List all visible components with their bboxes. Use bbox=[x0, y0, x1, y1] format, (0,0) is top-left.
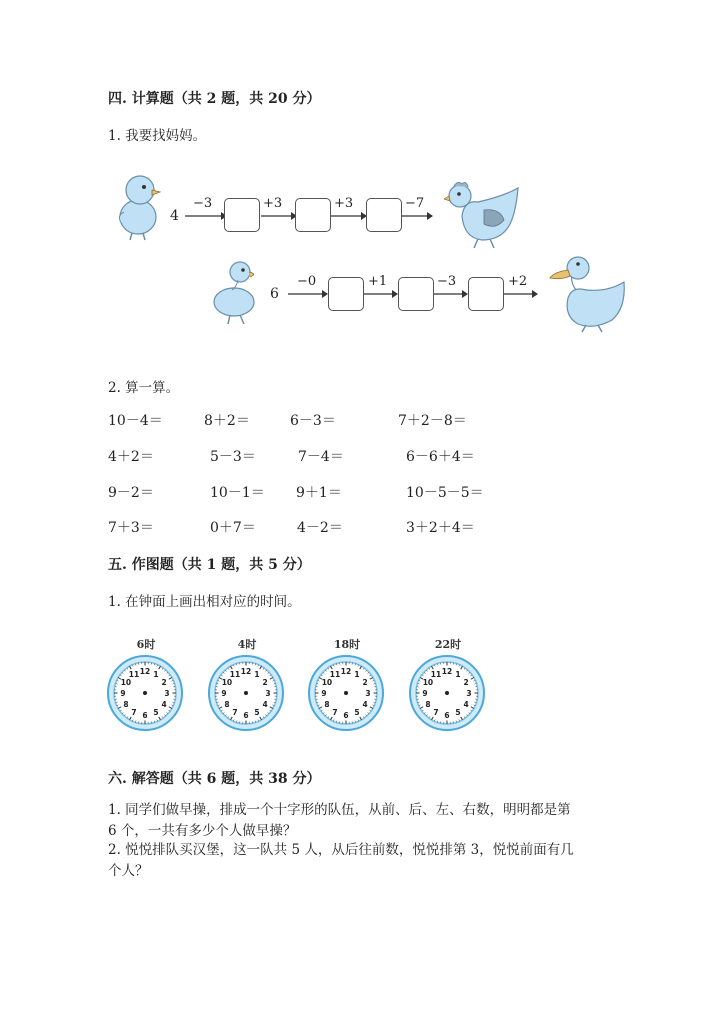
clock-numeral: 4 bbox=[463, 700, 469, 709]
clock-numeral: 11 bbox=[430, 669, 442, 679]
section-heading-answers: 六. 解答题（共 6 题，共 38 分） bbox=[108, 771, 321, 787]
clock-face[interactable] bbox=[307, 636, 387, 736]
clock-numeral: 12 bbox=[240, 667, 252, 676]
clock-numeral: 10 bbox=[422, 678, 434, 687]
clock-numeral: 4 bbox=[362, 700, 368, 709]
clock-numeral: 1 bbox=[153, 669, 159, 679]
operation-label: +1 bbox=[368, 274, 388, 289]
clock-icon bbox=[207, 654, 285, 732]
clock-numeral: 2 bbox=[161, 678, 167, 687]
clock-numeral: 6 bbox=[142, 711, 148, 720]
clock-numeral: 8 bbox=[324, 700, 330, 709]
clock-time-label: 22时 bbox=[434, 638, 462, 651]
clock-numeral: 9 bbox=[422, 689, 428, 698]
clock-face[interactable] bbox=[106, 636, 186, 736]
word-problem-2 bbox=[108, 840, 574, 882]
answer-box[interactable] bbox=[366, 198, 402, 232]
clock-numeral: 10 bbox=[120, 678, 132, 687]
equation: 3＋2＋4＝ bbox=[406, 520, 475, 536]
clock-numeral: 10 bbox=[321, 678, 333, 687]
problem-line: 2. 悦悦排队买汉堡，这一队共 5 人，从后往前数，悦悦排第 3，悦悦前面有几 bbox=[108, 842, 574, 858]
equation: 6－6＋4＝ bbox=[406, 449, 475, 465]
clock-numeral: 3 bbox=[365, 689, 371, 698]
equation: 10－5－5＝ bbox=[406, 485, 484, 501]
equation: 9－2＝ bbox=[108, 485, 154, 501]
answer-box[interactable] bbox=[295, 198, 331, 232]
clock-numeral: 4 bbox=[161, 700, 167, 709]
equation: 5－3＝ bbox=[210, 449, 256, 465]
clock-numeral: 12 bbox=[340, 667, 352, 676]
clock-numeral: 5 bbox=[354, 708, 360, 718]
clock-icon bbox=[106, 654, 184, 732]
question-title: 2. 算一算。 bbox=[108, 380, 180, 396]
clock-numeral: 7 bbox=[332, 708, 338, 718]
operation-label: +2 bbox=[508, 274, 528, 289]
question-title: 1. 在钟面上画出相对应的时间。 bbox=[108, 594, 301, 610]
clock-numeral: 9 bbox=[321, 689, 327, 698]
clock-numeral: 2 bbox=[362, 678, 368, 687]
clock-numeral: 2 bbox=[463, 678, 469, 687]
clock-numeral: 1 bbox=[354, 669, 360, 679]
clock-numeral: 3 bbox=[265, 689, 271, 698]
clock-numeral: 5 bbox=[254, 708, 260, 718]
clock-numeral: 9 bbox=[221, 689, 227, 698]
clock-numeral: 7 bbox=[433, 708, 439, 718]
equation: 7＋3＝ bbox=[108, 520, 154, 536]
operation-label: +3 bbox=[263, 196, 283, 211]
clock-numeral: 8 bbox=[425, 700, 431, 709]
clock-numeral: 5 bbox=[455, 708, 461, 718]
clock-numeral: 7 bbox=[131, 708, 137, 718]
clock-numeral: 3 bbox=[466, 689, 472, 698]
clock-numeral: 11 bbox=[329, 669, 341, 679]
clock-numeral: 2 bbox=[262, 678, 268, 687]
clock-numeral: 9 bbox=[120, 689, 126, 698]
clock-numeral: 1 bbox=[254, 669, 260, 679]
clock-numeral: 10 bbox=[221, 678, 233, 687]
answer-box[interactable] bbox=[328, 277, 364, 311]
operation-label: +3 bbox=[334, 196, 354, 211]
equation: 7＋2－8＝ bbox=[398, 413, 467, 429]
equation: 4＋2＝ bbox=[108, 449, 154, 465]
clock-numeral: 8 bbox=[123, 700, 129, 709]
clock-time-label: 4时 bbox=[237, 638, 257, 651]
section-heading-calc: 四. 计算题（共 2 题，共 20 分） bbox=[108, 91, 321, 107]
clock-numeral: 4 bbox=[262, 700, 268, 709]
chick-illustration bbox=[110, 172, 165, 242]
clock-numeral: 5 bbox=[153, 708, 159, 718]
question-title: 1. 我要找妈妈。 bbox=[108, 128, 207, 144]
problem-line: 个人？ bbox=[108, 863, 149, 879]
clock-numeral: 7 bbox=[232, 708, 238, 718]
clock-numeral: 1 bbox=[455, 669, 461, 679]
problem-line: 1. 同学们做早操，排成一个十字形的队伍，从前、后、左、右数，明明都是第 bbox=[108, 802, 571, 818]
duck-illustration bbox=[546, 252, 632, 334]
clock-numeral: 11 bbox=[229, 669, 241, 679]
answer-box[interactable] bbox=[398, 277, 434, 311]
clock-face[interactable] bbox=[408, 636, 488, 736]
clock-time-label: 6时 bbox=[136, 638, 156, 651]
clock-icon bbox=[307, 654, 385, 732]
equation: 4－2＝ bbox=[297, 520, 343, 536]
start-number: 4 bbox=[170, 208, 179, 224]
equation: 10－1＝ bbox=[210, 485, 265, 501]
section-heading-drawing: 五. 作图题（共 1 题，共 5 分） bbox=[108, 557, 311, 573]
equation: 8＋2＝ bbox=[204, 413, 250, 429]
answer-box[interactable] bbox=[468, 277, 504, 311]
answer-box[interactable] bbox=[224, 198, 260, 232]
operation-label: −3 bbox=[437, 274, 457, 289]
clock-numeral: 8 bbox=[224, 700, 230, 709]
operation-label: −0 bbox=[297, 274, 317, 289]
equation: 0＋7＝ bbox=[210, 520, 256, 536]
start-number: 6 bbox=[270, 286, 279, 302]
clock-numeral: 6 bbox=[444, 711, 450, 720]
clock-face[interactable] bbox=[207, 636, 287, 736]
equation: 10－4＝ bbox=[108, 413, 163, 429]
equation: 9＋1＝ bbox=[296, 485, 342, 501]
equation: 6－3＝ bbox=[290, 413, 336, 429]
equation: 7－4＝ bbox=[298, 449, 344, 465]
clock-numeral: 11 bbox=[128, 669, 140, 679]
clock-numeral: 12 bbox=[139, 667, 151, 676]
clock-numeral: 3 bbox=[164, 689, 170, 698]
clock-numeral: 12 bbox=[441, 667, 453, 676]
hen-illustration bbox=[444, 178, 524, 250]
clock-numeral: 6 bbox=[343, 711, 349, 720]
clock-icon bbox=[408, 654, 486, 732]
word-problem-1 bbox=[108, 800, 571, 842]
duckling-illustration bbox=[208, 258, 263, 328]
operation-label: −7 bbox=[405, 196, 425, 211]
problem-line: 6 个，一共有多少个人做早操？ bbox=[108, 823, 297, 839]
clock-time-label: 18时 bbox=[333, 638, 361, 651]
operation-label: −3 bbox=[193, 196, 213, 211]
clock-numeral: 6 bbox=[243, 711, 249, 720]
